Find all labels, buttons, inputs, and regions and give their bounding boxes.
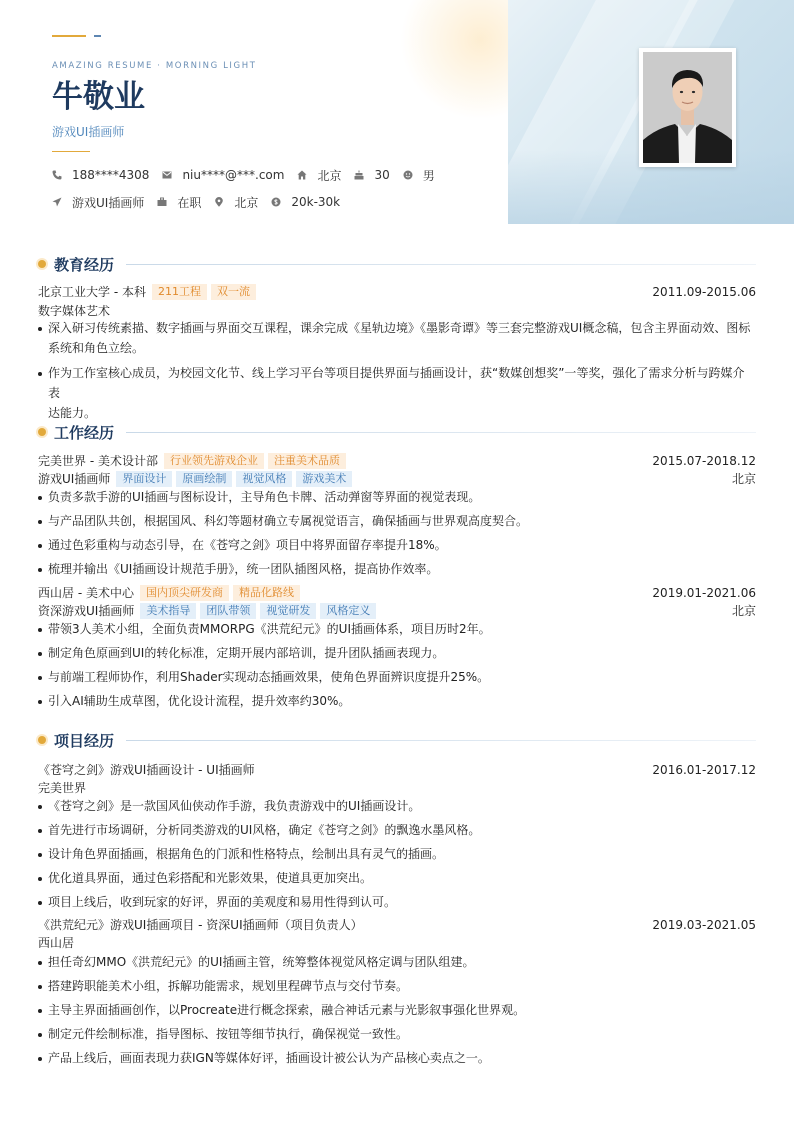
candidate-role: 游戏UI插画师 [52, 125, 125, 139]
decorative-line [52, 35, 86, 37]
project-header [38, 761, 756, 778]
skill-tag: 视觉研发 [260, 603, 316, 619]
skill-tag: 原画绘制 [176, 471, 232, 487]
location-pin-icon [214, 197, 224, 207]
candidate-name: 牛敬业 [52, 79, 145, 115]
education-section-title [38, 254, 756, 274]
hometown-text: 北京 [317, 168, 342, 183]
project-org-line [38, 779, 756, 796]
section-dot [38, 260, 46, 268]
email-text: niu****@***.com [182, 168, 285, 182]
education-bullet: 深入研习传统素描、数字插画与界面交互课程，课余完成《星轨边境》《墨影奇谭》等三套完整游戏UI概念稿，包含主界面动效、图标 系统和角色立绘。 [38, 318, 756, 358]
project-bullet: 首先进行市场调研，分析同类游戏的UI风格，确定《苍穹之剑》的飘逸水墨风格。 [38, 820, 756, 840]
job-period: 2019.01-2021.06 [652, 585, 756, 600]
salary-icon [271, 197, 281, 207]
job-header [38, 584, 756, 601]
work-section-title [38, 422, 756, 442]
project-org: 完美世界 [38, 781, 87, 795]
decorative-line-short [94, 35, 101, 37]
mail-icon [162, 170, 172, 180]
position-name: 游戏UI插画师 [38, 472, 111, 486]
home-icon [297, 170, 307, 180]
email-info [162, 168, 284, 182]
job-info-row [52, 194, 353, 210]
education-header [38, 283, 756, 300]
project-bullet: 优化道具界面，通过色彩搭配和光影效果，使道具更加突出。 [38, 868, 756, 888]
skill-tag: 视觉风格 [236, 471, 292, 487]
project-bullet: 制定元件绘制标准，指导图标、按钮等细节执行，确保视觉一致性。 [38, 1024, 756, 1044]
section-title-text: 教育经历 [54, 255, 115, 274]
major-line [38, 302, 756, 319]
skill-tag: 游戏美术 [296, 471, 352, 487]
school-name: 北京工业大学 - 本科 [38, 285, 146, 299]
hometown-info [297, 167, 341, 184]
section-divider [126, 264, 756, 265]
project-period: 2019.03-2021.05 [652, 917, 756, 932]
salary-info [271, 195, 340, 209]
name-underline [52, 151, 90, 152]
job-status-text: 在职 [177, 195, 202, 210]
school-tag: 双一流 [211, 284, 256, 300]
target-city-text: 北京 [234, 195, 259, 210]
position-name: 资深游戏UI插画师 [38, 604, 135, 618]
skill-tag: 风格定义 [320, 603, 376, 619]
portrait-illustration [643, 52, 732, 163]
job-status-info [157, 194, 201, 211]
project-period: 2016.01-2017.12 [652, 762, 756, 777]
skill-tag: 团队带领 [200, 603, 256, 619]
job-header [38, 452, 756, 469]
section-divider [126, 432, 756, 433]
project-name: 《苍穹之剑》游戏UI插画设计 - UI插画师 [38, 763, 255, 777]
target-city-info [214, 194, 258, 211]
job-period: 2015.07-2018.12 [652, 453, 756, 468]
project-name: 《洪荒纪元》游戏UI插画项目 - 资深UI插画师（项目负责人） [38, 918, 363, 932]
profile-photo [639, 48, 736, 167]
section-divider [126, 740, 756, 741]
contact-info-row [52, 167, 448, 183]
company-tag: 国内顶尖研发商 [140, 585, 229, 601]
cake-icon [354, 170, 364, 180]
gender-icon [403, 170, 413, 180]
job-bullet: 梳理并输出《UI插画设计规范手册》，统一团队插图风格，提高协作效率。 [38, 559, 756, 579]
project-org: 西山居 [38, 936, 75, 950]
job-city: 北京 [731, 604, 756, 618]
project-bullet: 项目上线后，收到玩家的好评，界面的美观度和易用性得到认可。 [38, 892, 756, 912]
company-tag: 行业领先游戏企业 [164, 453, 264, 469]
job-bullet: 引入AI辅助生成草图，优化设计流程，提升效率约30%。 [38, 691, 756, 711]
job-bullet: 与前端工程师协作，利用Shader实现动态插画效果，使角色界面辨识度提升25%。 [38, 667, 756, 687]
project-bullet: 主导主界面插画创作，以Procreate进行概念探索，融合神话元素与光影叙事强化世界观。 [38, 1000, 756, 1020]
job-bullet: 制定角色原画到UI的转化标准，定期开展内部培训，提升团队插画表现力。 [38, 643, 756, 663]
company-tag: 精品化路线 [233, 585, 300, 601]
age-info [354, 168, 389, 182]
section-title-text: 工作经历 [54, 423, 115, 442]
target-position-info [52, 194, 144, 211]
project-bullet: 设计角色界面插画，根据角色的门派和性格特点，绘制出具有灵气的插画。 [38, 844, 756, 864]
project-bullet: 担任奇幻MMO《洪荒纪元》的UI插画主管，统筹整体视觉风格定调与团队组建。 [38, 952, 756, 972]
briefcase-icon [157, 197, 167, 207]
section-dot [38, 428, 46, 436]
resume-tagline: AMAZING RESUME · MORNING LIGHT [52, 61, 257, 71]
salary-text: 20k-30k [291, 195, 341, 209]
job-position-line [38, 470, 756, 487]
education-bullet: 作为工作室核心成员，为校园文化节、线上学习平台等项目提供界面与插画设计，获“数媒创想奖”一等奖，强化了需求分析与跨媒介表 达能力。 [38, 363, 756, 423]
age-text: 30 [374, 168, 390, 182]
project-section-title [38, 730, 756, 750]
job-bullet: 通过色彩重构与动态引导，在《苍穹之剑》项目中将界面留存率提升18%。 [38, 535, 756, 555]
phone-info [52, 168, 149, 182]
skill-tag: 界面设计 [116, 471, 172, 487]
company-name: 西山居 - 美术中心 [38, 586, 134, 600]
school-tag: 211工程 [152, 284, 207, 300]
project-bullet: 《苍穹之剑》是一款国风仙侠动作手游，我负责游戏中的UI插画设计。 [38, 796, 756, 816]
phone-icon [52, 170, 62, 180]
job-bullet: 负责多款手游的UI插画与图标设计，主导角色卡牌、活动弹窗等界面的视觉表现。 [38, 487, 756, 507]
target-position-text: 游戏UI插画师 [72, 195, 145, 210]
job-city: 北京 [731, 472, 756, 486]
project-header [38, 916, 756, 933]
phone-text: 188****4308 [72, 168, 150, 182]
send-icon [52, 197, 62, 207]
gender-text: 男 [422, 168, 435, 183]
education-period: 2011.09-2015.06 [652, 284, 756, 299]
job-bullet: 带领3人美术小组，全面负责MMORPG《洪荒纪元》的UI插画体系，项目历时2年。 [38, 619, 756, 639]
section-dot [38, 736, 46, 744]
skill-tag: 美术指导 [140, 603, 196, 619]
job-bullet: 与产品团队共创，根据国风、科幻等题材确立专属视觉语言，确保插画与世界观高度契合。 [38, 511, 756, 531]
section-title-text: 项目经历 [54, 731, 115, 750]
major-name: 数字媒体艺术 [38, 304, 111, 318]
project-bullet: 搭建跨职能美术小组，拆解功能需求，规划里程碑节点与交付节奏。 [38, 976, 756, 996]
company-name: 完美世界 - 美术设计部 [38, 454, 158, 468]
gender-info [403, 167, 435, 184]
job-position-line [38, 602, 756, 619]
project-bullet: 产品上线后，画面表现力获IGN等媒体好评，插画设计被公认为产品核心卖点之一。 [38, 1048, 756, 1068]
project-org-line [38, 934, 756, 951]
company-tag: 注重美术品质 [268, 453, 346, 469]
